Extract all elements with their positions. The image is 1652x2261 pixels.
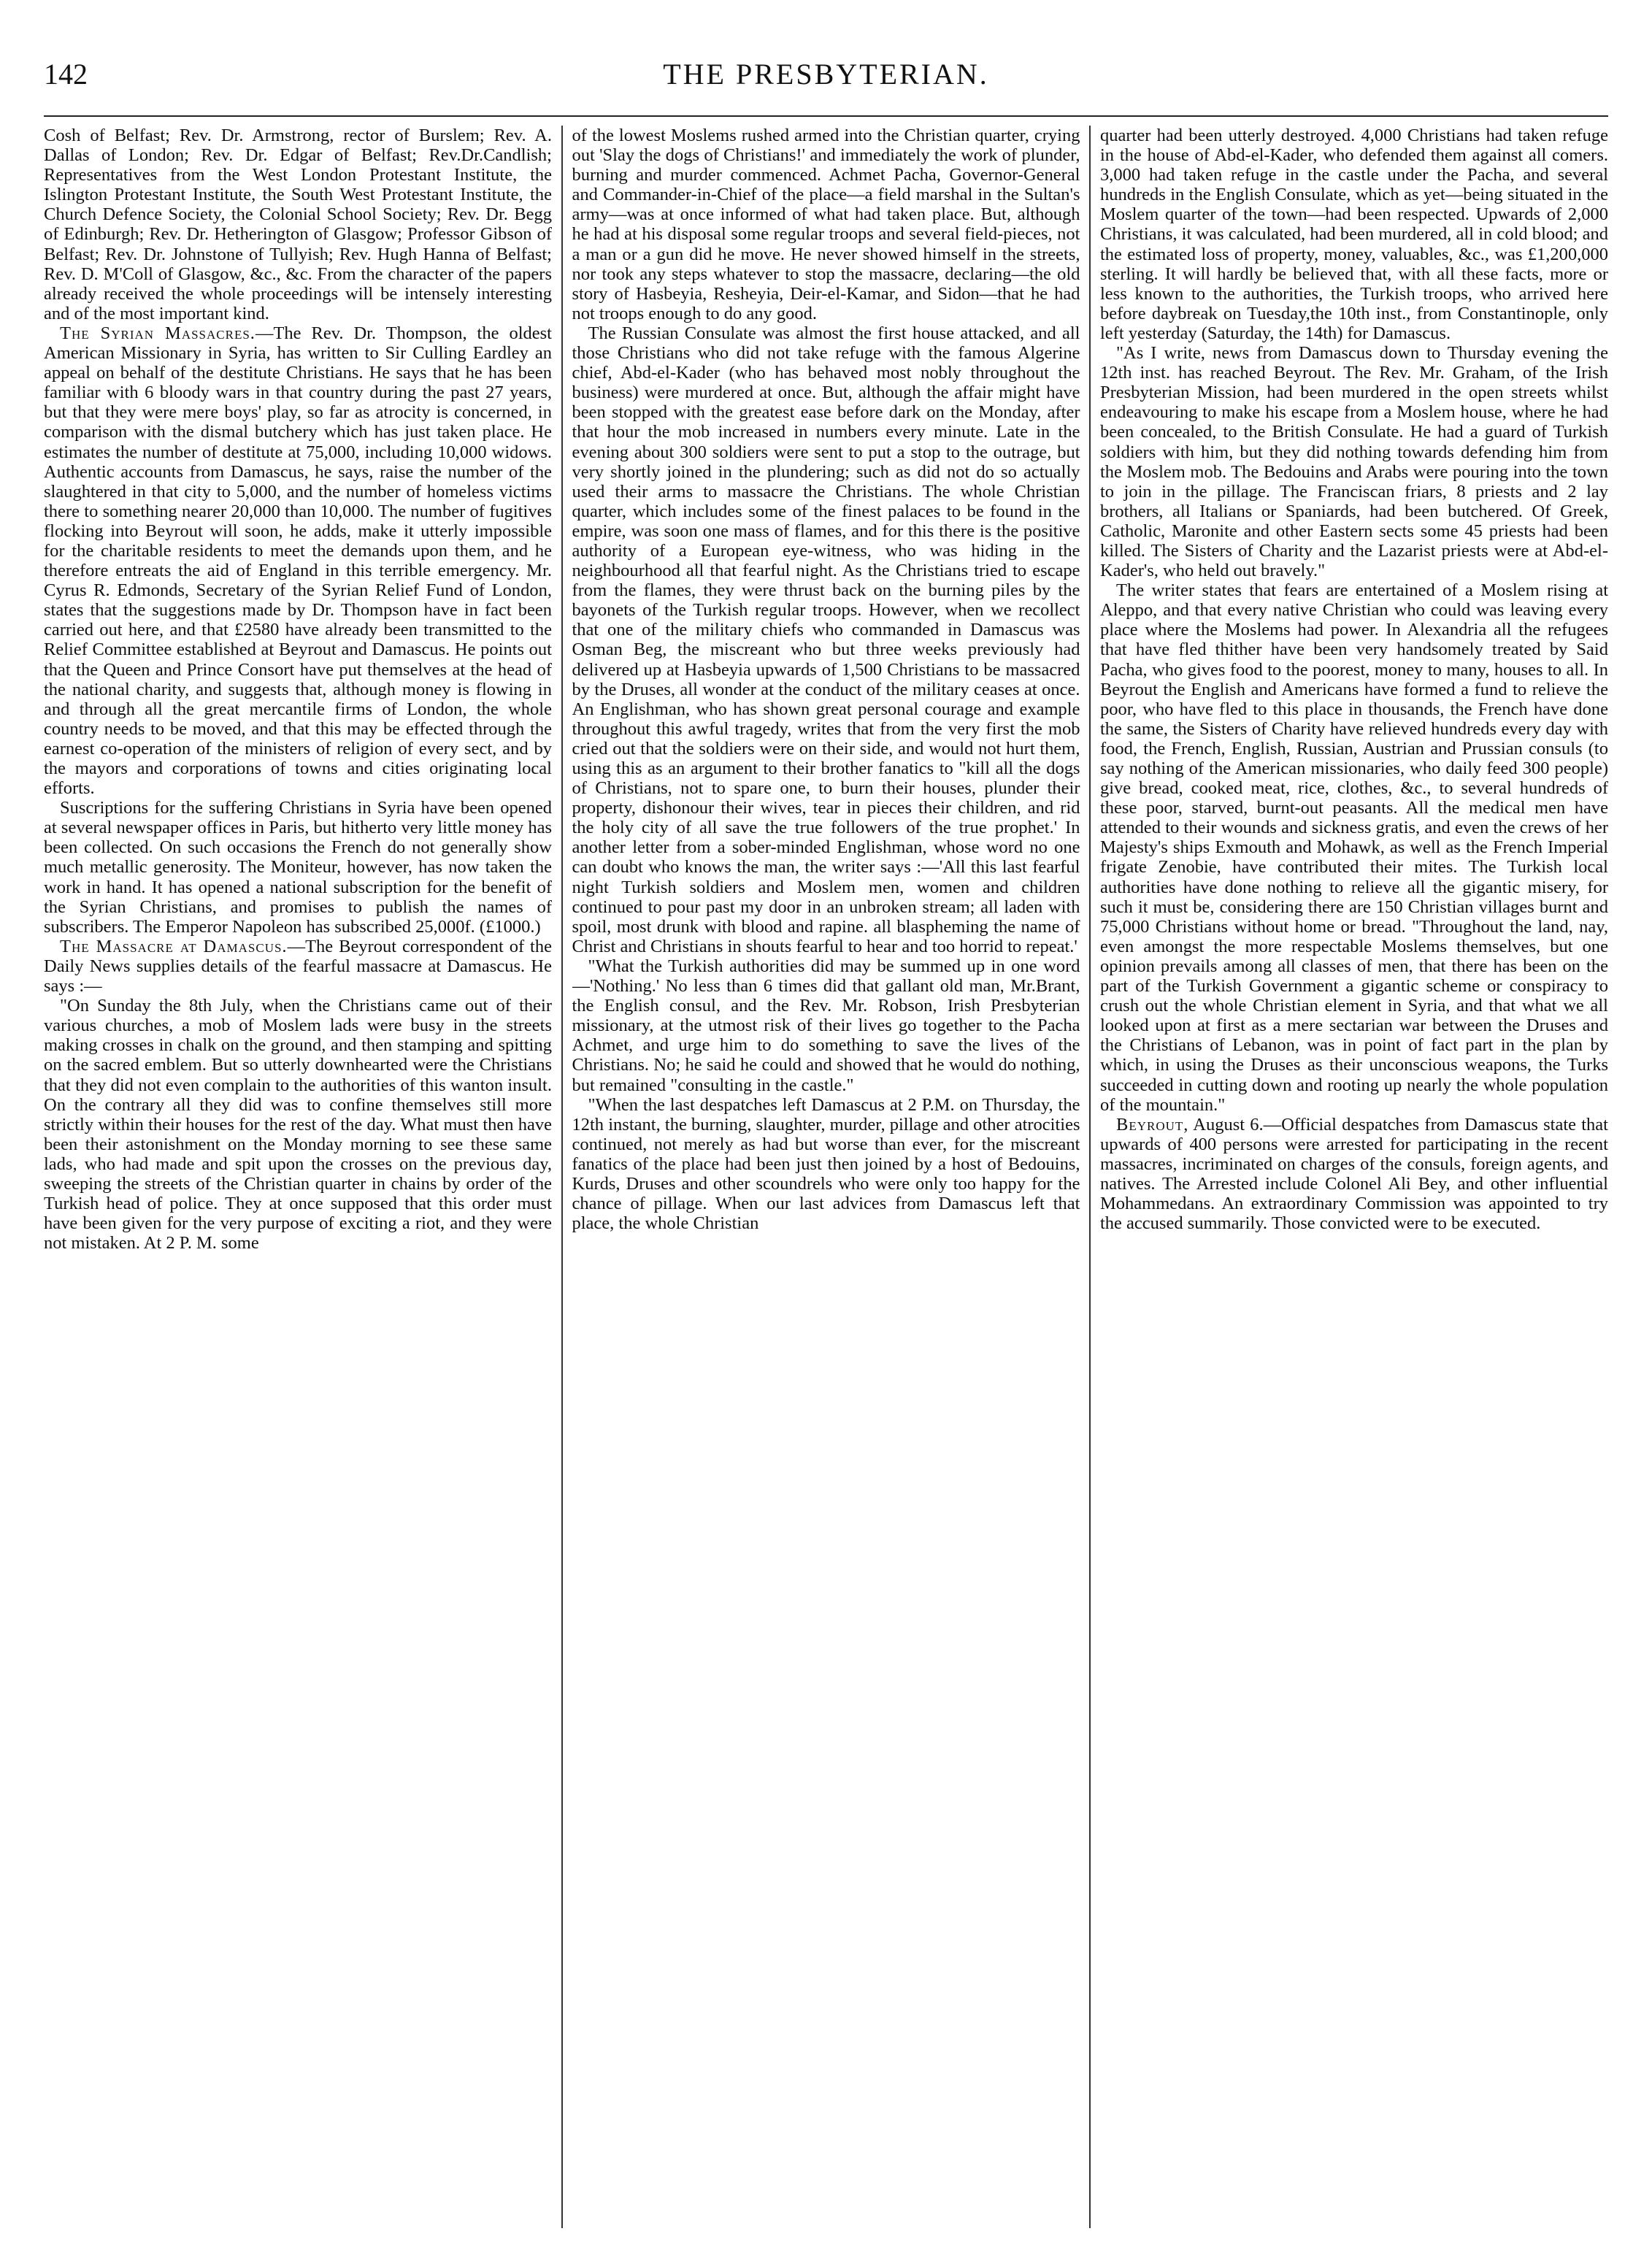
page-number: 142 — [44, 58, 88, 91]
article-paragraph — [572, 323, 1080, 956]
paragraph-text: of the lowest Moslems rushed armed into the Christian quarter, crying out 'Slay the dogs of Christians!' and immediately the work of plunder, burning and murder commenced. Achmet Pacha, Governor-General and Commander-in-Chief of the place—a field marshal in the Sultan's army—was at once informed of what had taken place. But, although he had at his disposal some regular troops and several field-pieces, not a man or a gun did he move. He never showed himself in the streets, nor took any steps whatever to stop the massacre, declaring—the old story of Hasbeyia, Resheyia, Deir-el-Kamar, and Sidon—that he had not troops enough to do any good. — [572, 126, 1080, 323]
paragraph-text: August 6.—Official despatches from Damascus state that upwards of 400 persons were arrested for participating in the recent massacres, incriminated on charges of the consuls, foreign agents, and natives. The Arrested include Colonel Ali Bey, and other influential Mohammedans. An extraordinary Commission was appointed to try the accused summarily. Those convicted were to be executed. — [1100, 1114, 1608, 1234]
article-paragraph — [44, 798, 552, 937]
column-divider — [561, 126, 563, 2228]
column-1 — [44, 126, 552, 2228]
paragraph-text: "What the Turkish authorities did may be summed up in one word—'Nothing.' No less than 6 times did that gallant old man, Mr.Brant, the English consul, and the Rev. Mr. Robson, Irish Presbyterian missionary, at the utmost risk of their lives go together to the Pacha Achmet, and urge him to do something to save the lives of the Christians. No; he said he could and showed that he would do nothing, but remained "consulting in the castle." — [572, 956, 1080, 1095]
header-rule — [44, 115, 1608, 117]
page-header — [44, 57, 1608, 108]
paragraph-text: Cosh of Belfast; Rev. Dr. Armstrong, rector of Burslem; Rev. A. Dallas of London; Rev. Dr. Edgar of Belfast; Rev.Dr.Candlish; Representatives from the West London Protestant Institute, the Islington Protestant Institute, the South West Protestant Institute, the Church Defence Society, the Colonial School Society; Rev. Dr. Begg of Edinburgh; Rev. Dr. Hetherington of Glasgow; Professor Gibson of Belfast; Rev. Dr. Johnstone of Tullyish; Rev. Hugh Hanna of Belfast; Rev. D. M'Coll of Glasgow, &c., &c. From the character of the papers already received the whole proceedings will be intensely interesting and of the most important kind. — [44, 126, 552, 323]
article-paragraph — [44, 323, 552, 798]
section-heading: The Syrian Massacres. — [60, 323, 256, 343]
article-paragraph — [572, 126, 1080, 323]
article-paragraph — [44, 126, 552, 323]
article-paragraph — [1100, 580, 1608, 1115]
column-divider — [1089, 126, 1091, 2228]
paragraph-text: —The Rev. Dr. Thompson, the oldest American Missionary in Syria, has written to Sir Culling Eardley an appeal on behalf of the destitute Christians. He says that he has been familiar with 6 bloody wars in that country during the past 27 years, but that they were mere boys' play, so far as atrocity is concerned, in comparison with the dismal butchery which has just taken place. He estimates the number of destitute at 75,000, including 10,000 widows. Authentic accounts from Damascus, he says, raise the number of the slaughtered in that city to 5,000, and the number of homeless victims there to something nearer 20,000 than 10,000. The number of fugitives flocking into Beyrout will soon, he adds, make it utterly impossible for the charitable residents to meet the demands upon them, and he therefore entreats the aid of England in this terrible emergency. Mr. Cyrus R. Edmonds, Secretary of the Syrian Relief Fund of London, states that the suggestions made by Dr. Thompson have in fact been carried out here, and that £2580 have already been transmitted to the Relief Committee established at Beyrout and Damascus. He points out that the Queen and Prince Consort have put themselves at the head of the national charity, and suggests that, although money is flowing in and through all the great mercantile firms of London, the whole country needs to be moved, and that this may be effected through the earnest co-operation of the ministers of religion of every sect, and by the mayors and corporations of towns and cities originating local efforts. — [44, 323, 552, 799]
article-paragraph — [44, 996, 552, 1253]
paragraph-text: "When the last despatches left Damascus at 2 P.M. on Thursday, the 12th instant, the burning, slaughter, murder, pillage and other atrocities continued, not merely as had but worse than ever, for the miscreant fanatics of the place had been just then joined by a host of Bedouins, Kurds, Druses and other scoundrels who were only too happy for the chance of pillage. When our last advices from Damascus left that place, the whole Christian — [572, 1094, 1080, 1234]
article-paragraph — [572, 1095, 1080, 1234]
paragraph-text: "On Sunday the 8th July, when the Christians came out of their various churches, a mob of Moslem lads were busy in the streets making crosses in chalk on the ground, and then stamping and spitting on the sacred emblem. But so utterly downhearted were the Christians that they did not even complain to the authorities of this wanton insult. On the contrary all they did was to confine themselves still more strictly within their houses for the rest of the day. What must then have been their astonishment on the Monday morning to see these same lads, who had made and spit upon the crosses on the previous day, sweeping the streets of the Christian quarter in chains by order of the Turkish head of police. They at once supposed that this order must have been given for the very purpose of exciting a riot, and they were not mistaken. At 2 P. M. some — [44, 996, 552, 1254]
paragraph-text: "As I write, news from Damascus down to Thursday evening the 12th inst. has reached Beyrout. The Rev. Mr. Graham, of the Irish Presbyterian Mission, had been murdered in the open streets whilst endeavouring to make his escape from a Moslem house, where he had been concealed, to the British Consulate. He had a guard of Turkish soldiers with him, but they did nothing towards defending him from the Moslem mob. The Bedouins and Arabs were pouring into the town to join in the pillage. The Franciscan friars, 8 priests and 2 lay brothers, all Italians or Spaniards, had been butchered. Of Greek, Catholic, Maronite and other Eastern sects some 45 priests had been killed. The Sisters of Charity and the Lazarist priests were at Abd-el-Kader's, who held out bravely." — [1100, 343, 1608, 581]
article-paragraph — [1100, 126, 1608, 343]
article-paragraph — [1100, 1115, 1608, 1234]
section-heading: Beyrout, — [1116, 1114, 1189, 1135]
column-2 — [572, 126, 1080, 2228]
text-columns — [44, 126, 1608, 2228]
paragraph-text: The Russian Consulate was almost the first house attacked, and all those Christians who did not take refuge with the famous Algerine chief, Abd-el-Kader (who has behaved most nobly throughout the business) were murdered at once. But, although the affair might have been stopped with the greatest ease before dark on the Monday, after that hour the mob increased in numbers every minute. Late in the evening about 300 soldiers were sent to put a stop to the outrage, but very shortly joined in the plundering; such as did not do so actually used their arms to massacre the Christians. The whole Christian quarter, which includes some of the finest palaces to be found in the empire, was soon one mass of flames, and for this there is the positive authority of a European eye-witness, who was hiding in the neighbourhood all that fearful night. As the Christians tried to escape from the flames, they were thrust back on the burning piles by the bayonets of the Turkish regular troops. However, when we recollect that one of the military chiefs who commanded in Damascus was Osman Beg, the miscreant who but three weeks previously had delivered up at Hasbeyia upwards of 1,500 Christians to be massacred by the Druses, all wonder at the conduct of the military ceases at once. An Englishman, who has shown great personal courage and example throughout this awful tragedy, writes that from the very first the mob cried out that the soldiers were on their side, and would not hurt them, using this as an argument to their brother fanatics to "kill all the dogs of Christians, not to spare one, to burn their houses, plunder their property, dishonour their wives, tear in pieces their children, and rid the holy city of all save the true followers of the true prophet.' In another letter from a sober-minded Englishman, whose word no one can doubt who knows the man, the writer says :—'All this last fearful night Turkish soldiers and Moslem men, women and children continued to pour past my door in an unbroken stream; all laden with spoil, most drunk with blood and rapine. all blaspheming the name of Christ and Christians in shouts fearful to hear and too horrid to repeat.' — [572, 323, 1080, 956]
running-title: THE PRESBYTERIAN. — [663, 58, 989, 91]
paragraph-text: The writer states that fears are entertained of a Moslem rising at Aleppo, and that every native Christian who could was leaving every place where the Moslems had power. In Alexandria all the refugees that have fled thither have been very handsomely treated by Said Pacha, who gives food to the poorest, money to many, houses to all. In Beyrout the English and Americans have formed a fund to relieve the poor, who have fled to this place in thousands, the French have done the same, the Sisters of Charity have relieved hundreds every day with food, the French, English, Russian, Austrian and Prussian consuls (to say nothing of the American missionaries, who daily feed 300 people) give bread, cooked meat, rice, clothes, &c., to several hundreds of these poor, starved, burnt-out peasants. All the medical men have attended to their wounds and sickness gratis, and even the crews of her Majesty's ships Exmouth and Mohawk, as well as the French Imperial frigate Zenobie, have contributed their mites. The Turkish local authorities have done nothing to relieve all the gigantic misery, for such it must be, considering there are 150 Christian villages burnt and 75,000 Christians without home or bread. "Throughout the land, nay, even amongst the more respectable Moslems themselves, but one opinion prevails among all classes of men, that there has been on the part of the Turkish Government a gigantic scheme or conspiracy to crush out the whole Christian element in Syria, and that what we all looked upon at first as a mere sectarian war between the Druses and the Christians of Lebanon, was in point of fact part in the plan by which, in using the Druses as their unconscious weapons, the Turks succeeded in cutting down and rooting up nearly the whole population of the mountain." — [1100, 580, 1608, 1115]
column-3 — [1100, 126, 1608, 2228]
paragraph-text: quarter had been utterly destroyed. 4,000 Christians had taken refuge in the house of Abd-el-Kader, who defended them against all comers. 3,000 had taken refuge in the castle under the Pacha, and several hundreds in the English Consulate, which as yet—being situated in the Moslem quarter of the town—had been respected. Upwards of 2,000 Christians, it was calculated, had been murdered, all in cold blood; and the estimated loss of property, money, valuables, &c., was £1,200,000 sterling. It will hardly be believed that, with all these facts, more or less known to the authorities, the Turkish troops, who arrived here before daybreak on Tuesday,the 10th inst., from Constantinople, only left yesterday (Saturday, the 14th) for Damascus. — [1100, 126, 1608, 343]
article-paragraph — [572, 956, 1080, 1095]
article-paragraph — [1100, 343, 1608, 580]
paragraph-text: —The Beyrout correspondent of the Daily News supplies details of the fearful massacre at Damascus. He says :— — [44, 936, 552, 997]
paragraph-text: Suscriptions for the suffering Christians in Syria have been opened at several newspaper offices in Paris, but hitherto very little money has been collected. On such occasions the French do not generally show much metallic generosity. The Moniteur, however, has now taken the work in hand. It has opened a national subscription for the benefit of the Syrian Christians, and promises to publish the names of subscribers. The Emperor Napoleon has subscribed 25,000f. (£1000.) — [44, 798, 552, 937]
section-heading: The Massacre at Damascus. — [60, 936, 288, 956]
article-paragraph — [44, 937, 552, 996]
